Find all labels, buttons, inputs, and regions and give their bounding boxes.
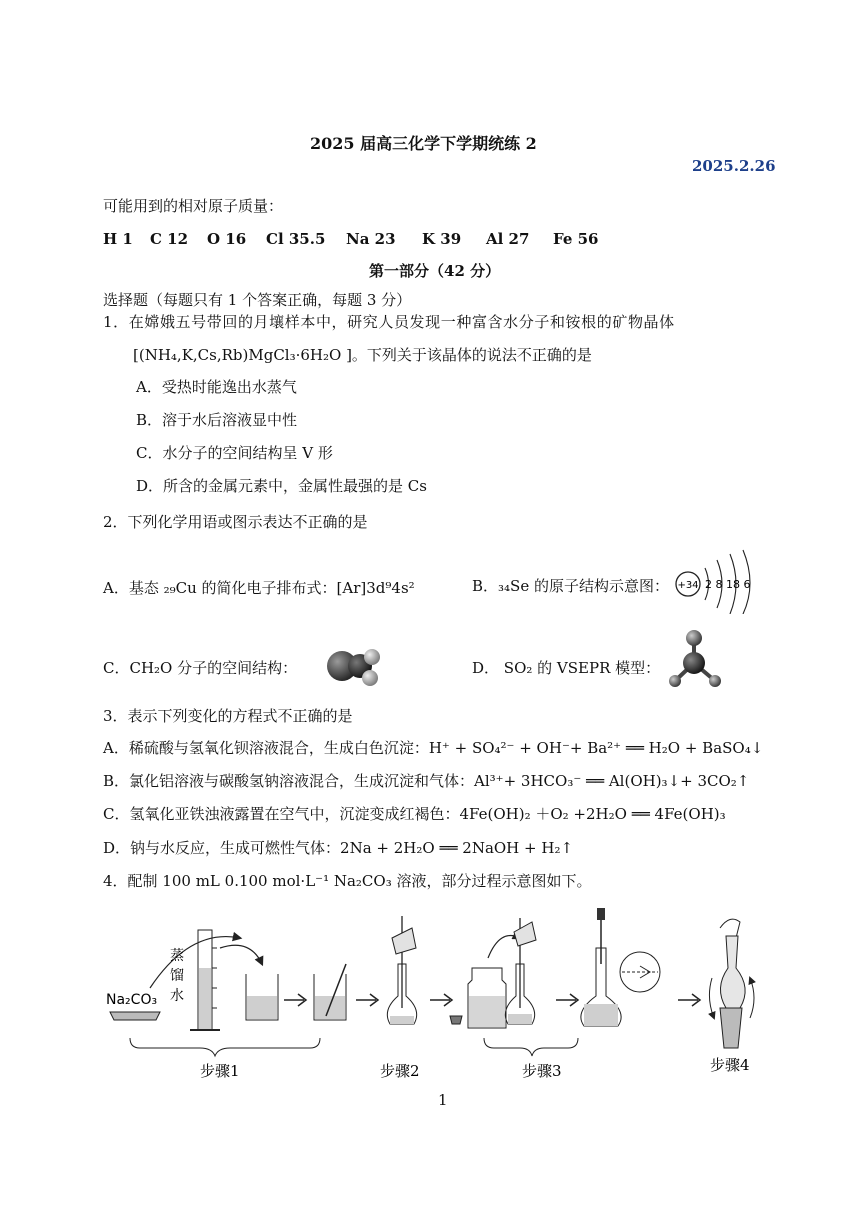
dropper-bulb (597, 908, 605, 920)
q2-option-d: D． SO₂ 的 VSEPR 模型： (472, 659, 661, 677)
q3-option-c: C．氢氧化亚铁浊液露置在空气中，沉淀变成红褐色：4Fe(OH)₂ ＋O₂ +2H₂O ══ 4Fe(OH)₃ (103, 805, 726, 823)
solution-preparation-figure (100, 908, 780, 1088)
q3-option-d: D．钠与水反应，生成可燃性气体：2Na + 2H₂O ══ 2NaOH + H₂↑ (103, 839, 574, 857)
q2-option-b: B．₃₄Se 的原子结构示意图： (472, 577, 669, 595)
pouring-beaker (392, 928, 416, 954)
q1-option-a: A．受热时能逸出水蒸气 (136, 378, 297, 396)
atomic-mass-al: Al 27 (486, 230, 530, 248)
reagent-label: Na₂CO₃ (106, 992, 158, 1008)
q3-option-a: A．稀硫酸与氢氧化钡溶液混合，生成白色沉淀：H⁺ + SO₄²⁻ + OH⁻+ Ba²⁺ ══ H₂O + BaSO₄↓ (103, 739, 764, 757)
ch2o-space-filling-model (322, 642, 386, 690)
electron-shells: 2 8 18 6 (705, 578, 751, 591)
atomic-mass-na: Na 23 (346, 230, 396, 248)
atomic-mass-c: C 12 (150, 230, 189, 248)
q3-option-b: B．氯化铝溶液与碳酸氢钠溶液混合，生成沉淀和气体：Al³⁺+ 3HCO₃⁻ ══ Al(OH)₃↓+ 3CO₂↑ (103, 772, 750, 790)
q1-option-c: C．水分子的空间结构呈 V 形 (136, 444, 333, 462)
part1-heading: 第一部分（42 分） (369, 262, 501, 280)
atomic-mass-fe: Fe 56 (553, 230, 599, 248)
q4-stem: 4．配制 100 mL 0.100 mol·L⁻¹ Na₂CO₃ 溶液，部分过程示意图如下。 (103, 872, 592, 890)
part1-instruction: 选择题（每题只有 1 个答案正确，每题 3 分） (103, 291, 412, 309)
se-atom-structure-diagram (672, 544, 764, 614)
volumetric-flask-step4 (720, 936, 745, 1008)
step-4-label: 步骤4 (710, 1056, 750, 1074)
step-3-label: 步骤3 (522, 1062, 562, 1080)
q1-stem-line2: [(NH₄,K,Cs,Rb)MgCl₃·6H₂O ]。下列关于该晶体的说法不正确的是 (133, 346, 592, 364)
q1-option-b: B．溶于水后溶液显中性 (136, 411, 298, 429)
q1-option-d: D．所含的金属元素中，金属性最强的是 Cs (136, 477, 427, 495)
atomic-mass-h: H 1 (103, 230, 133, 248)
weighing-paper (110, 1012, 160, 1020)
nucleus-charge: +34 (677, 580, 699, 591)
atomic-mass-label: 可能用到的相对原子质量： (103, 197, 284, 215)
so2-vsepr-model (664, 628, 724, 694)
page-title: 2025 届高三化学下学期统练 2 (310, 134, 537, 153)
q2-option-c: C．CH₂O 分子的空间结构： (103, 659, 298, 677)
water-char-3: 水 (170, 988, 184, 1004)
water-char-2: 馏 (170, 968, 184, 984)
atomic-mass-o: O 16 (207, 230, 247, 248)
flask-stopper (450, 1016, 462, 1024)
step-1-label: 步骤1 (200, 1062, 240, 1080)
water-char-1: 蒸 (170, 948, 184, 964)
q2-option-a: A．基态 ₂₉Cu 的简化电子排布式：[Ar]3d⁹4s² (103, 579, 415, 597)
exam-date: 2025.2.26 (692, 157, 776, 175)
page-number: 1 (438, 1091, 448, 1109)
q3-stem: 3．表示下列变化的方程式不正确的是 (103, 707, 353, 725)
atomic-mass-k: K 39 (422, 230, 462, 248)
hand (720, 919, 740, 938)
step-2-label: 步骤2 (380, 1062, 420, 1080)
q2-stem: 2．下列化学用语或图示表达不正确的是 (103, 513, 368, 531)
atomic-mass-cl: Cl 35.5 (266, 230, 326, 248)
q1-stem-line1: 1．在嫦娥五号带回的月壤样本中，研究人员发现一种富含水分子和铵根的矿物晶体 (103, 313, 675, 331)
